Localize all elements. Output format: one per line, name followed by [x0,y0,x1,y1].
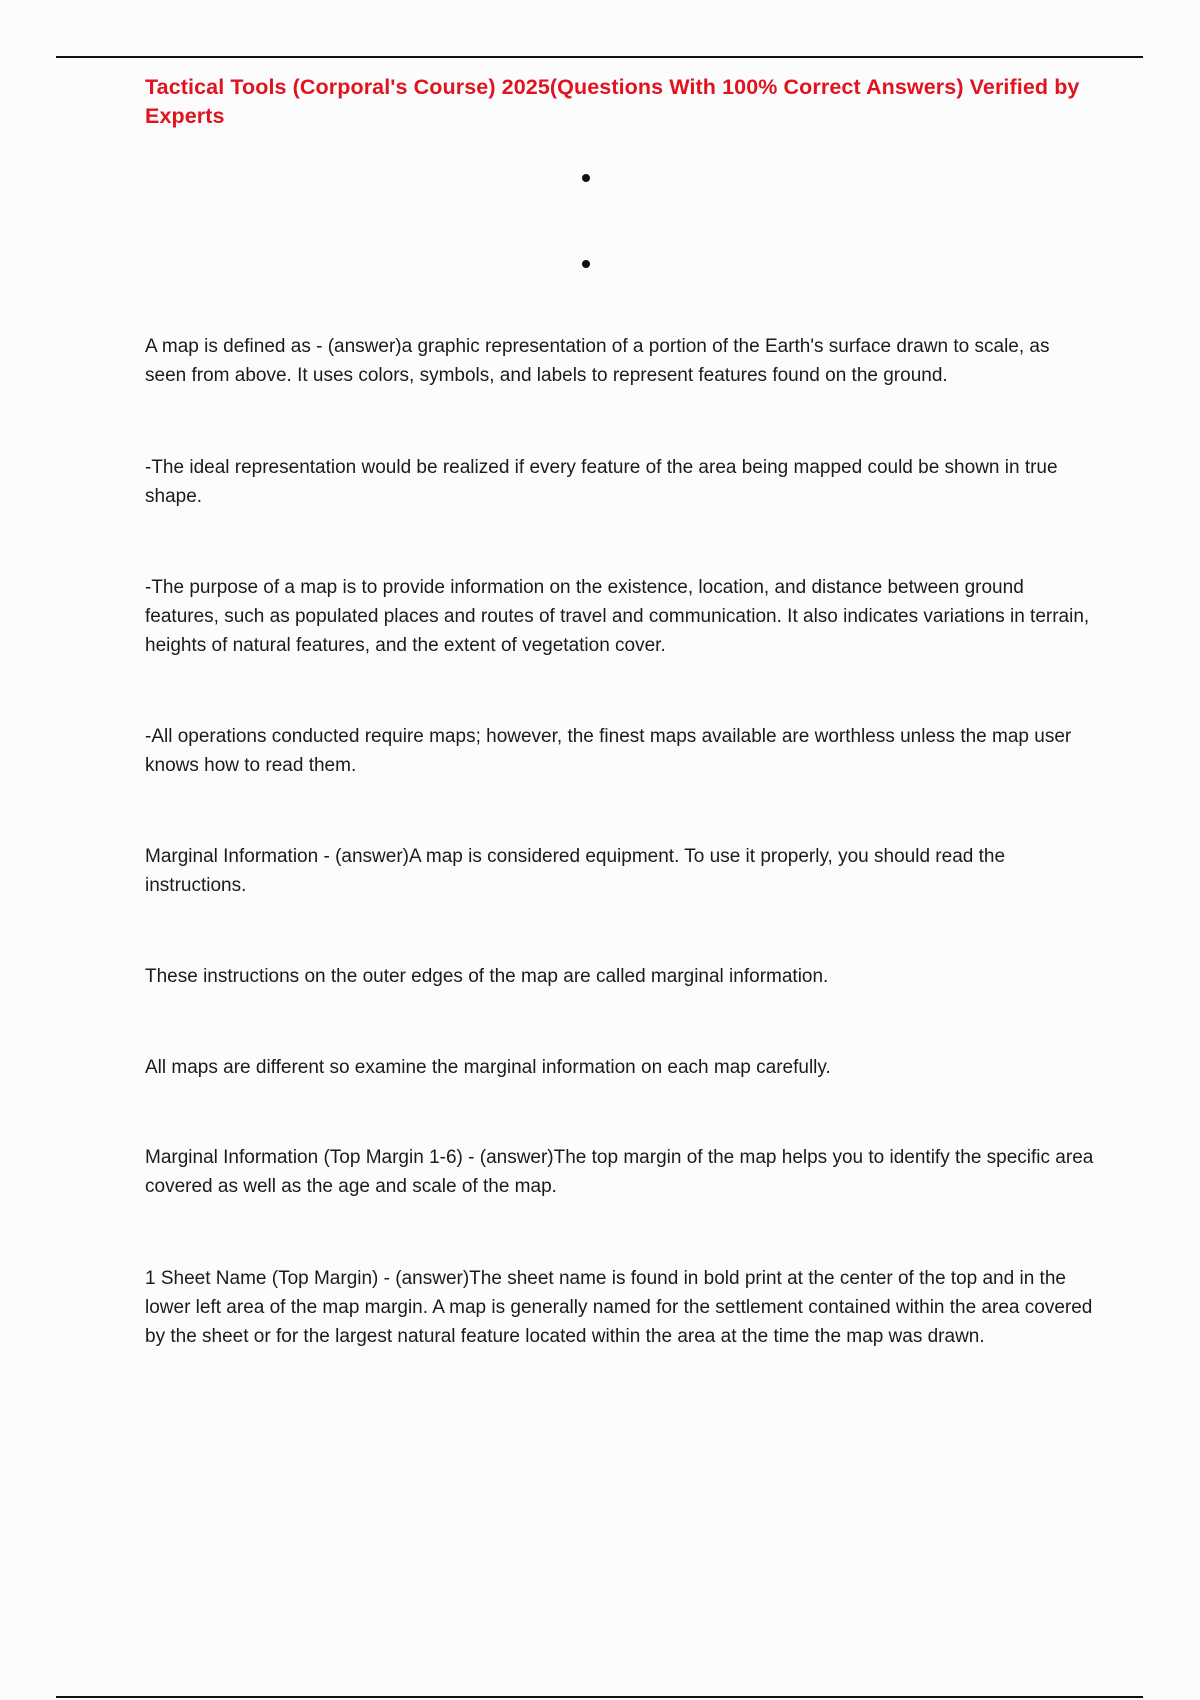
paragraph-operations: -All operations conducted require maps; however, the finest maps available are worthless unless the map user knows how to read them. [145,726,1072,776]
bullet-icon [582,260,590,268]
bottom-rule [56,1696,1143,1698]
bullet-icon [582,174,590,182]
paragraph-sheet-name: 1 Sheet Name (Top Margin) - (answer)The sheet name is found in bold print at the center of the top and in the lower left area of the map margin. A map is generally named for the settlement contained within the area covered by the sheet or for the largest natural feature located within the area at the time the map was drawn. [145,1268,1093,1347]
paragraph-marginal-information: Marginal Information - (answer)A map is considered equipment. To use it properly, you should read the instructions. [145,846,1006,896]
paragraph-map-purpose: -The purpose of a map is to provide information on the existence, location, and distance between ground features, such as populated places and routes of travel and communication. It also indicates variations in terrain, heights of natural features, and the extent of vegetation cover. [145,577,1090,656]
paragraph-map-definition: A map is defined as - (answer)a graphic representation of a portion of the Earth's surface drawn to scale, as seen from above. It uses colors, symbols, and labels to represent features found on the ground. [145,336,1050,386]
top-rule [56,56,1143,58]
paragraph-ideal-representation: -The ideal representation would be realized if every feature of the area being mapped could be shown in true shape. [145,457,1058,507]
paragraph-outer-edges: These instructions on the outer edges of the map are called marginal information. [145,966,829,987]
paragraph-top-margin: Marginal Information (Top Margin 1-6) - (answer)The top margin of the map helps you to identify the specific area covered as well as the age and scale of the map. [145,1147,1094,1197]
paragraph-examine-margins: All maps are different so examine the marginal information on each map carefully. [145,1057,831,1078]
document-title: Tactical Tools (Corporal's Course) 2025(Questions With 100% Correct Answers) Verified by Experts [145,75,1080,128]
